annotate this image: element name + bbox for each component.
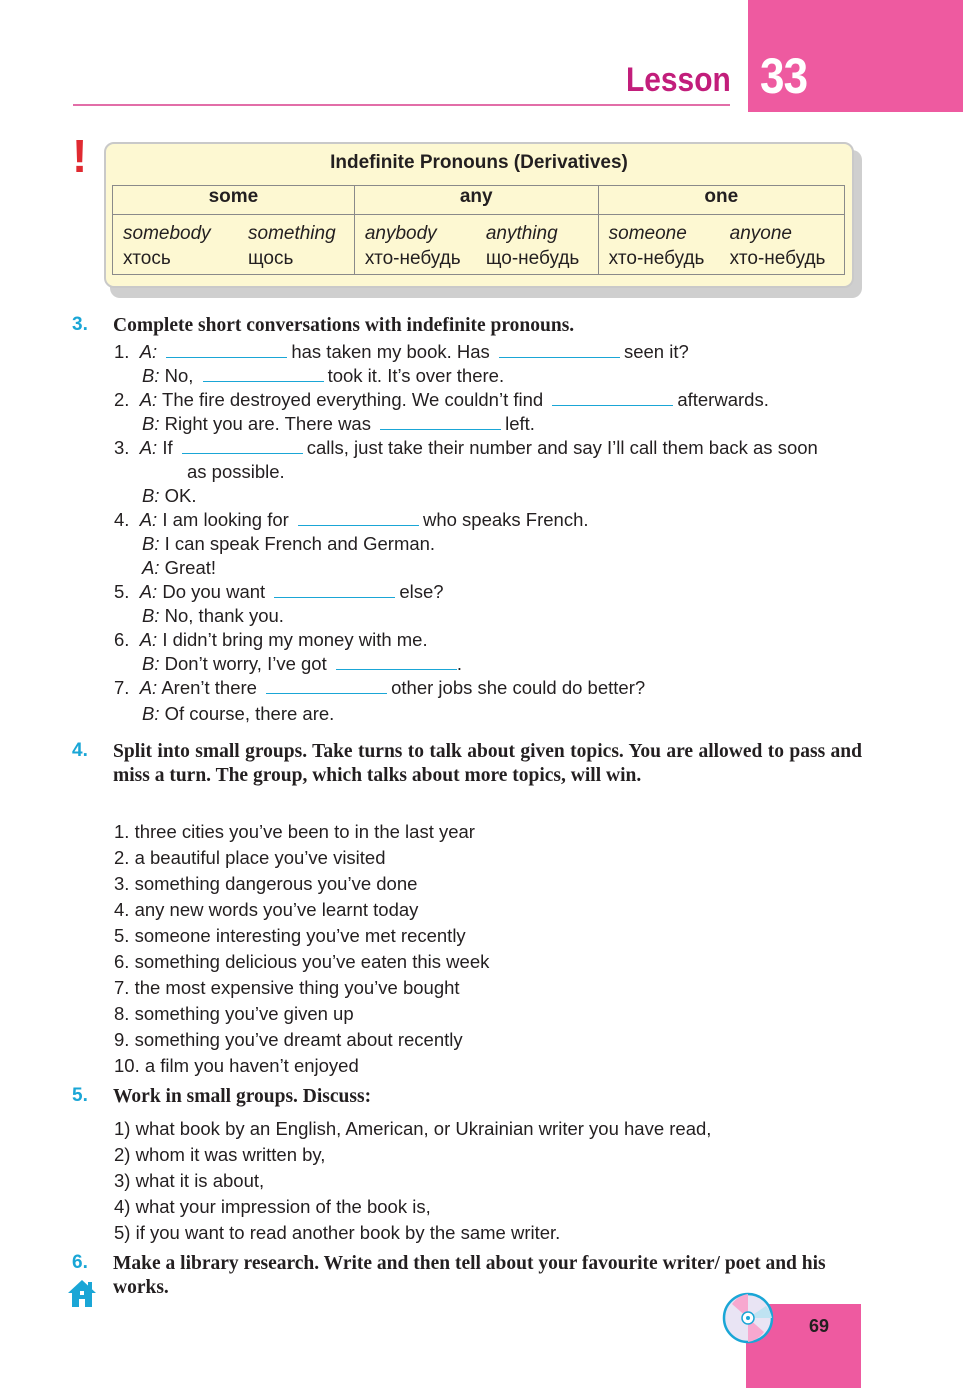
pronoun-word: someone	[608, 223, 687, 244]
conversation-line: B: Don’t worry, I’ve got .	[142, 653, 463, 674]
exercise-3-number: 3.	[72, 314, 88, 335]
pronoun-table	[112, 185, 845, 275]
pronoun-word: somebody	[123, 223, 211, 244]
conversation-line: 6. A: I didn’t bring my money with me.	[114, 629, 428, 650]
list-item: 1) what book by an English, American, or Ukrainian writer you have read,	[114, 1118, 712, 1139]
column-one	[598, 215, 844, 275]
pronoun-translation: щось	[248, 248, 294, 269]
lesson-label: Lesson	[626, 61, 731, 99]
pronoun-word: anything	[485, 223, 558, 244]
answer-blank[interactable]	[166, 343, 287, 358]
conversation-line: B: No, thank you.	[142, 605, 284, 626]
list-item: 5) if you want to read another book by the same writer.	[114, 1222, 561, 1243]
pronoun-translation: хтось	[123, 248, 171, 269]
exclamation-icon: !	[72, 130, 88, 182]
conversation-line: 1. A: has taken my book. Has seen it?	[114, 341, 689, 362]
list-item: 9. something you’ve dreamt about recently	[114, 1029, 463, 1050]
pronoun-translation: хто-небудь	[729, 248, 826, 269]
answer-blank[interactable]	[380, 415, 501, 430]
conversation-line: 5. A: Do you want else?	[114, 581, 444, 602]
conversation-line: B: Right you are. There was left.	[142, 413, 535, 434]
list-item: 6. something delicious you’ve eaten this week	[114, 951, 490, 972]
home-icon	[66, 1278, 98, 1308]
answer-blank[interactable]	[182, 439, 303, 454]
conversation-line: 4. A: I am looking for who speaks French.	[114, 509, 589, 530]
conversation-line: as possible.	[187, 461, 285, 482]
discussion-list	[114, 1116, 711, 1246]
answer-blank[interactable]	[266, 679, 387, 694]
list-item: 10. a film you haven’t enjoyed	[114, 1055, 359, 1076]
exercise-4-number: 4.	[72, 740, 88, 761]
exercise-6-instruction: Make a library research. Write and then tell about your favourite writer/ poet and his works.	[113, 1253, 826, 1298]
column-header-any: any	[354, 186, 598, 215]
pronoun-word: anyone	[729, 223, 792, 244]
list-item: 4. any new words you’ve learnt today	[114, 899, 419, 920]
column-some	[113, 215, 355, 275]
answer-blank[interactable]	[552, 391, 673, 406]
pronoun-translation: хто-небудь	[608, 248, 705, 269]
exercise-5-number: 5.	[72, 1085, 88, 1106]
cd-disc-icon	[722, 1292, 774, 1344]
conversation-line: 2. A: The fire destroyed everything. We couldn’t find afterwards.	[114, 389, 769, 410]
pronoun-translation: що-небудь	[485, 248, 580, 269]
conversation-line: B: No, took it. It’s over there.	[142, 365, 505, 386]
column-any	[354, 215, 598, 275]
pronoun-translation: хто-небудь	[364, 248, 461, 269]
conversation-line: B: Of course, there are.	[142, 703, 335, 724]
lesson-number: 33	[760, 48, 808, 104]
answer-blank[interactable]	[203, 367, 324, 382]
conversation-line: A: Great!	[142, 557, 217, 578]
list-item: 3) what it is about,	[114, 1170, 265, 1191]
answer-blank[interactable]	[336, 655, 457, 670]
list-item: 2) whom it was written by,	[114, 1144, 326, 1165]
answer-blank[interactable]	[274, 583, 395, 598]
pronoun-word: anybody	[364, 223, 437, 244]
exercise-6-number: 6.	[72, 1252, 88, 1273]
topic-list	[114, 819, 489, 1079]
answer-blank[interactable]	[499, 343, 620, 358]
list-item: 8. something you’ve given up	[114, 1003, 354, 1024]
page-number: 69	[808, 1316, 830, 1336]
list-item: 7. the most expensive thing you’ve bought	[114, 977, 460, 998]
column-header-some: some	[113, 186, 355, 215]
answer-blank[interactable]	[298, 511, 419, 526]
conversation-line: B: OK.	[142, 485, 197, 506]
exercise-4-instruction: Split into small groups. Take turns to talk about given topics. You are allowed to pass and miss a turn. The group, which talks about more topics, will win.	[113, 741, 862, 786]
exercise-5-instruction: Work in small groups. Discuss:	[113, 1086, 372, 1107]
conversation-line: B: I can speak French and German.	[142, 533, 436, 554]
list-item: 4) what your impression of the book is,	[114, 1196, 431, 1217]
list-item: 1. three cities you’ve been to in the last year	[114, 821, 475, 842]
list-item: 5. someone interesting you’ve met recently	[114, 925, 466, 946]
conversation-line: 7. A: Aren’t there other jobs she could do better?	[114, 677, 646, 698]
grammar-note-title: Indefinite Pronouns (Derivatives)	[330, 152, 628, 173]
column-header-one: one	[598, 186, 844, 215]
header-divider	[73, 104, 730, 106]
pronoun-word: something	[248, 223, 336, 244]
list-item: 2. a beautiful place you’ve visited	[114, 847, 386, 868]
exercise-3-instruction: Complete short conversations with indefinite pronouns.	[113, 315, 575, 336]
list-item: 3. something dangerous you’ve done	[114, 873, 418, 894]
conversation-line: 3. A: If calls, just take their number and say I’ll call them back as soon	[114, 437, 818, 458]
